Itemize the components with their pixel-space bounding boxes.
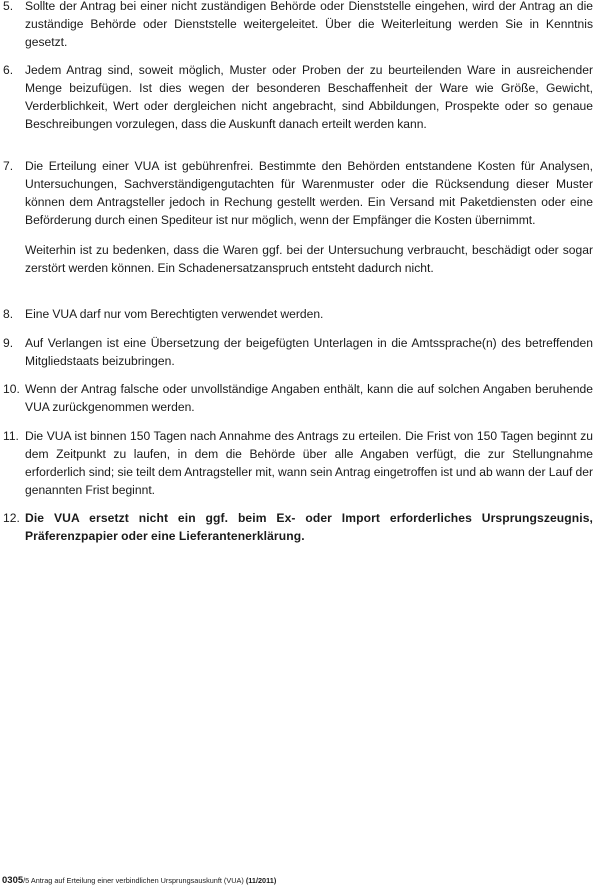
item-number: 9. [3,336,14,350]
item-paragraph: Die Erteilung einer VUA ist gebührenfrei. Bestimmte den Behörden entstandene Kosten für Analysen, Untersuchungen, Sachverständigengutachten für Warenmuster oder die Rücksendung dieser Muster können dem Antragsteller jedoch in Rechung gestellt werden. Ein Versand mit Paketdiensten oder eine Beförderung durch einen Spediteur ist nur möglich, wenn der Empfänger die Kosten übernimmt. [25,159,593,227]
list-item-5 [3,0,593,51]
item-paragraph: Auf Verlangen ist eine Übersetzung der beigefügten Unterlagen in die Amtssprache(n) des betreffenden Mitgliedstaats beizubringen. [25,336,593,368]
item-body [25,305,593,323]
item-number: 10. [3,382,20,396]
list-item-12 [3,509,593,545]
item-body [25,61,593,133]
item-body [25,334,593,370]
item-number: 11. [3,429,19,443]
item-paragraph: Wenn der Antrag falsche oder unvollständige Angaben enthält, kann die auf solchen Angaben beruhende VUA zurückgenommen werden. [25,382,593,414]
list-item-11 [3,427,593,499]
item-number: 7. [3,159,14,173]
page-footer [2,875,276,886]
item-body [25,157,593,277]
list-item-6 [3,61,593,133]
item-body [25,427,593,499]
item-number: 12. [3,511,20,525]
item-paragraph: Sollte der Antrag bei einer nicht zuständigen Behörde oder Dienststelle eingehen, wird der Antrag an die zuständige Behörde oder Dienststelle weitergeleitet. Über die Weiterleitung werden Sie in Kenntnis gesetzt. [25,0,593,49]
item-body [25,509,593,545]
item-paragraph: Weiterhin ist zu bedenken, dass die Waren ggf. bei der Untersuchung verbraucht, beschädigt oder sogar zerstört werden können. Ein Schadenersatzanspruch entsteht dadurch nicht. [25,243,593,275]
item-number: 8. [3,307,14,321]
item-paragraph: Jedem Antrag sind, soweit möglich, Muster oder Proben der zu beurteilenden Ware in ausreichender Menge beizufügen. Ist dies wegen der besonderen Beschaffenheit der Ware wie Größe, Gewicht, Verderblichkeit, Wert oder dergleichen nicht angebracht, sind Abbildungen, Prospekte oder so genaue Beschreibungen vorzulegen, dass die Auskunft danach erteilt werden kann. [25,63,593,131]
list-item-8 [3,305,593,323]
form-date: (11/2011) [245,876,277,885]
form-code: 0305 [2,875,24,886]
item-number: 5. [3,0,14,13]
item-body [25,380,593,416]
item-paragraph: Eine VUA darf nur vom Berechtigten verwendet werden. [25,307,324,321]
form-title: /5 Antrag auf Erteilung einer verbindlichen Ursprungsauskunft (VUA) [23,876,246,885]
list-item-7 [3,157,593,277]
item-body [25,0,593,51]
list-item-10 [3,380,593,416]
item-number: 6. [3,63,14,77]
item-paragraph: Die VUA ist binnen 150 Tagen nach Annahme des Antrags zu erteilen. Die Frist von 150 Tagen beginnt zu dem Zeitpunkt zu laufen, in dem die Behörde über alle Angaben verfügt, die zur Stellungnahme erforderlich sind; sie teilt dem Antragsteller mit, wann sein Antrag eingetroffen ist und ab wann der Lauf der genannten Frist beginnt. [25,429,593,497]
list-item-9 [3,334,593,370]
item-paragraph: Die VUA ersetzt nicht ein ggf. beim Ex- oder Import erforderliches Ursprungszeugnis, Präferenzpapier oder eine Lieferantenerklärung. [25,511,593,543]
